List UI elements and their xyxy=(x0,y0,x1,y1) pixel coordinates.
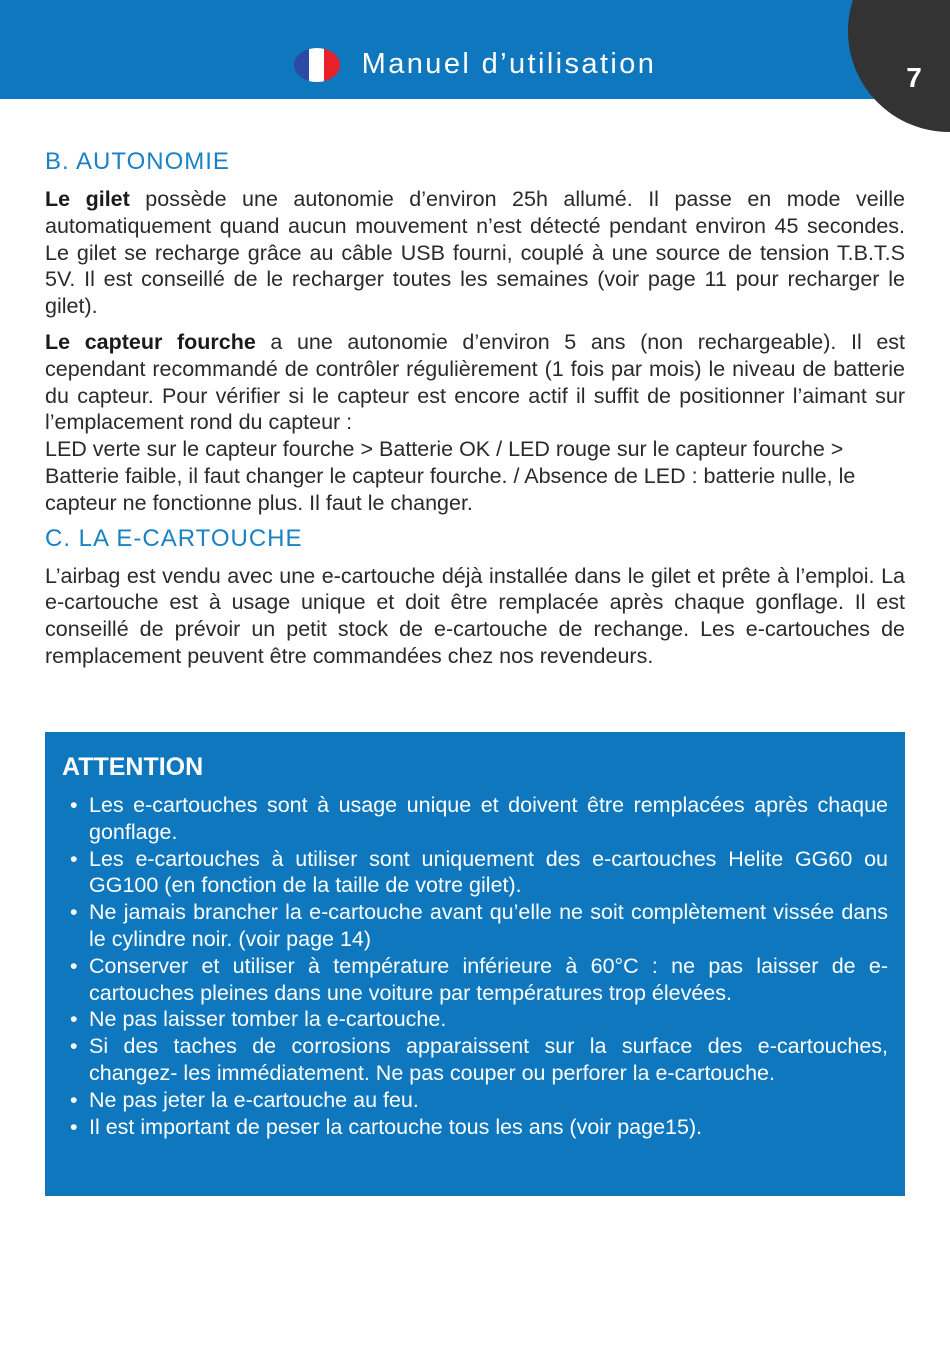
attention-item xyxy=(62,953,888,1007)
bullet-icon: • xyxy=(70,846,78,871)
attention-item xyxy=(62,899,888,953)
attention-item xyxy=(62,846,888,900)
paragraph-gilet-text: possède une autonomie d’environ 25h allumé. Il passe en mode veille automatiquement quand aucun mouvement n’est détecté pendant environ 45 secondes. Le gilet se recharge grâce au câble USB fourni, couplé à une source de tension T.B.T.S 5V. Il est conseillé de le recharger toutes les semaines (voir page 11 pour recharger le gilet). xyxy=(45,187,905,319)
main-content xyxy=(45,146,905,679)
bullet-icon: • xyxy=(70,793,78,817)
attention-item xyxy=(62,1114,888,1141)
attention-item-text: Si des taches de corrosions apparaissent sur la surface des e-cartouches, changez- les immédiatement. Ne pas couper ou perforer la e-cartouche. xyxy=(89,1034,888,1085)
attention-item xyxy=(62,1033,888,1087)
bold-term-gilet: Le gilet xyxy=(45,187,130,211)
page-number: 7 xyxy=(906,62,922,93)
attention-item-text: Les e-cartouches sont à usage unique et doivent être remplacées après chaque gonflage. xyxy=(89,793,888,844)
paragraph-capteur xyxy=(45,329,905,436)
attention-item-text: Ne jamais brancher la e-cartouche avant qu’elle ne soit complètement vissée dans le cylindre noir. (voir page 14) xyxy=(89,900,888,951)
bullet-icon: • xyxy=(70,1007,78,1032)
french-flag-icon xyxy=(294,48,340,82)
attention-item-text: Il est important de peser la cartouche tous les ans (voir page15). xyxy=(89,1114,703,1139)
attention-item-text: Ne pas jeter la e-cartouche au feu. xyxy=(89,1087,419,1112)
bullet-icon: • xyxy=(70,900,78,925)
bullet-icon: • xyxy=(70,1114,78,1139)
attention-item-text: Ne pas laisser tomber la e-cartouche. xyxy=(89,1007,447,1032)
attention-item-text: Conserver et utiliser à température inférieure à 60°C : ne pas laisser de e-cartouches pleines dans une voiture par températures trop élevées. xyxy=(89,953,888,1005)
attention-item xyxy=(62,1087,888,1114)
header-title: Manuel d’utilisation xyxy=(361,48,657,80)
paragraph-gilet xyxy=(45,186,905,320)
paragraph-capteur-text: a une autonomie d’environ 5 ans (non rechargeable). Il est cependant recommandé de contrôler régulièrement (1 fois par mois) le niveau de batterie du capteur. Pour vérifier si le capteur est encore actif il suffit de positionner l’aimant sur l’emplacement rond du capteur : xyxy=(45,329,905,435)
paragraph-led: LED verte sur le capteur fourche > Batterie OK / LED rouge sur le capteur fourche > Batterie faible, il faut changer le capteur fourche. / Absence de LED : batterie nulle, le capteur ne fonctionne plus. Il faut le changer. xyxy=(45,437,856,515)
attention-title: ATTENTION xyxy=(62,753,204,781)
bold-term-capteur: Le capteur fourche xyxy=(45,329,256,354)
attention-item xyxy=(62,1006,888,1033)
section-heading-e-cartouche: C. LA E-CARTOUCHE xyxy=(45,524,303,552)
bullet-icon: • xyxy=(70,1034,78,1059)
attention-box xyxy=(45,732,905,1196)
page-header xyxy=(0,0,950,99)
attention-item xyxy=(62,792,888,846)
section-heading-autonomie: B. AUTONOMIE xyxy=(45,148,230,175)
attention-item-text: Les e-cartouches à utiliser sont uniquement des e-cartouches Helite GG60 ou GG100 (en fonction de la taille de votre gilet). xyxy=(89,846,888,898)
bullet-icon: • xyxy=(70,1087,78,1112)
paragraph-e-cartouche: L’airbag est vendu avec une e-cartouche déjà installée dans le gilet et prête à l’emploi. La e-cartouche est à usage unique et doit être remplacée après chaque gonflage. Il est conseillé de prévoir un petit stock de e-cartouche de rechange. Les e-cartouches de remplacement peuvent être commandées chez nos revendeurs. xyxy=(45,563,905,668)
bullet-icon: • xyxy=(70,953,78,978)
attention-list xyxy=(62,792,888,1140)
